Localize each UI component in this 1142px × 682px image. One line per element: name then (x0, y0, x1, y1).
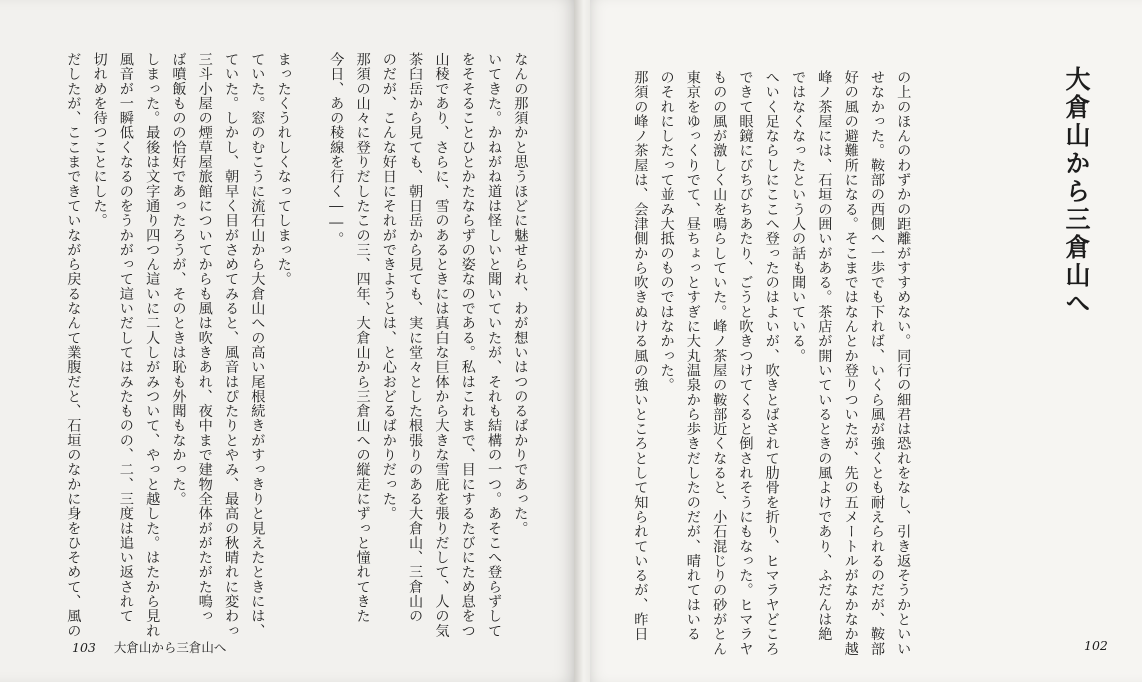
right-page-body-text: の上のほんのわずかの距離がすすめない。同行の細君は恐れをなし、引き返そうかといい せなかった。鞍部の西側へ一歩でも下れば、いくら風が強くとも耐えられるのだが、鞍部 好の風の避難所になる。そこまではなんとか登りついたが、先の五メートルがなかなか越 峰ノ茶屋には、石垣の囲いがある。茶店が開いているときの風よけであり、ふだんは絶 ではなくなったという人の話も聞いている。 へいく足ならしにここへ登ったのはよいが、吹きとばされて肋骨を折り、ヒマラヤどころ できて眼鏡にびちびちあたり、ごうと吹きつけてくると倒されそうにもなった。ヒマラヤ ものの風が激しく山を鳴らしていた。峰ノ茶屋の鞍部近くなると、小石混じりの砂がとん 東京をゆっくりでて、昼ちょっとすぎに大丸温泉から歩きだしたのだが、晴れてはいる のそれにしたって並み大抵のものではなかった。 那須の峰ノ茶屋は、会津側から吹きぬける風の強いところとして知られているが、昨日 (632, 70, 912, 656)
running-title: 大倉山から三倉山へ (113, 640, 227, 655)
left-page-body-text: なんの那須かと思うほどに魅せられ、わが想いはつのるばかりであった。 いてきた。かねがね道は怪しいと聞いていたが、それも結構の一つ。あそこへ登らずして をそそることひとかたならずの姿なのである。私はこれまで、目にするたびにため息をつ 山稜であり、さらに、雪のあるときには真白な巨体から大きな雪庇を張りだして、人の気 茶臼岳から見ても、朝日岳から見ても、実に堂々とした根張りのある大倉山、三倉山の のだが、こんな好日にそれができようとは、と心おどるばかりだった。 那須の山々に登りだしたこの三、四年、大倉山から三倉山への縦走にずっと憧れてきた 今日、あの稜線を行く――。 まったくうれしくなってしまった。 ていた。窓のむこうに流石山から大倉山への高い尾根続きがすっきりと見えたときには、 ていた。しかし、朝早く目がさめてみると、風音はぴたりとやみ、最高の秋晴れに変わっ 三斗小屋の煙草屋旅館についてからも風は吹きあれ、夜中まで建物全体ががたがた鳴っ ば噴飯ものの恰好であったろうが、そのときは恥も外聞もなかった。 しまった。最後は文字通り四つん這いに二人しがみついて、やっと越した。はたから見れ 風音が一瞬低くなるのをうかがって這いだしてはみたものの、二、三度は追い返されて 切れめを待つことにした。 だしたが、ここまできていながら戻るなんて業腹だと、石垣のなかに身をひそめて、風の (65, 52, 529, 638)
left-page-number: 103 (72, 640, 96, 655)
right-page-number: 102 (1084, 638, 1108, 653)
book-gutter (574, 0, 590, 682)
left-page-footer (72, 638, 226, 656)
chapter-title: 大倉山から三倉山へ (1062, 66, 1091, 318)
